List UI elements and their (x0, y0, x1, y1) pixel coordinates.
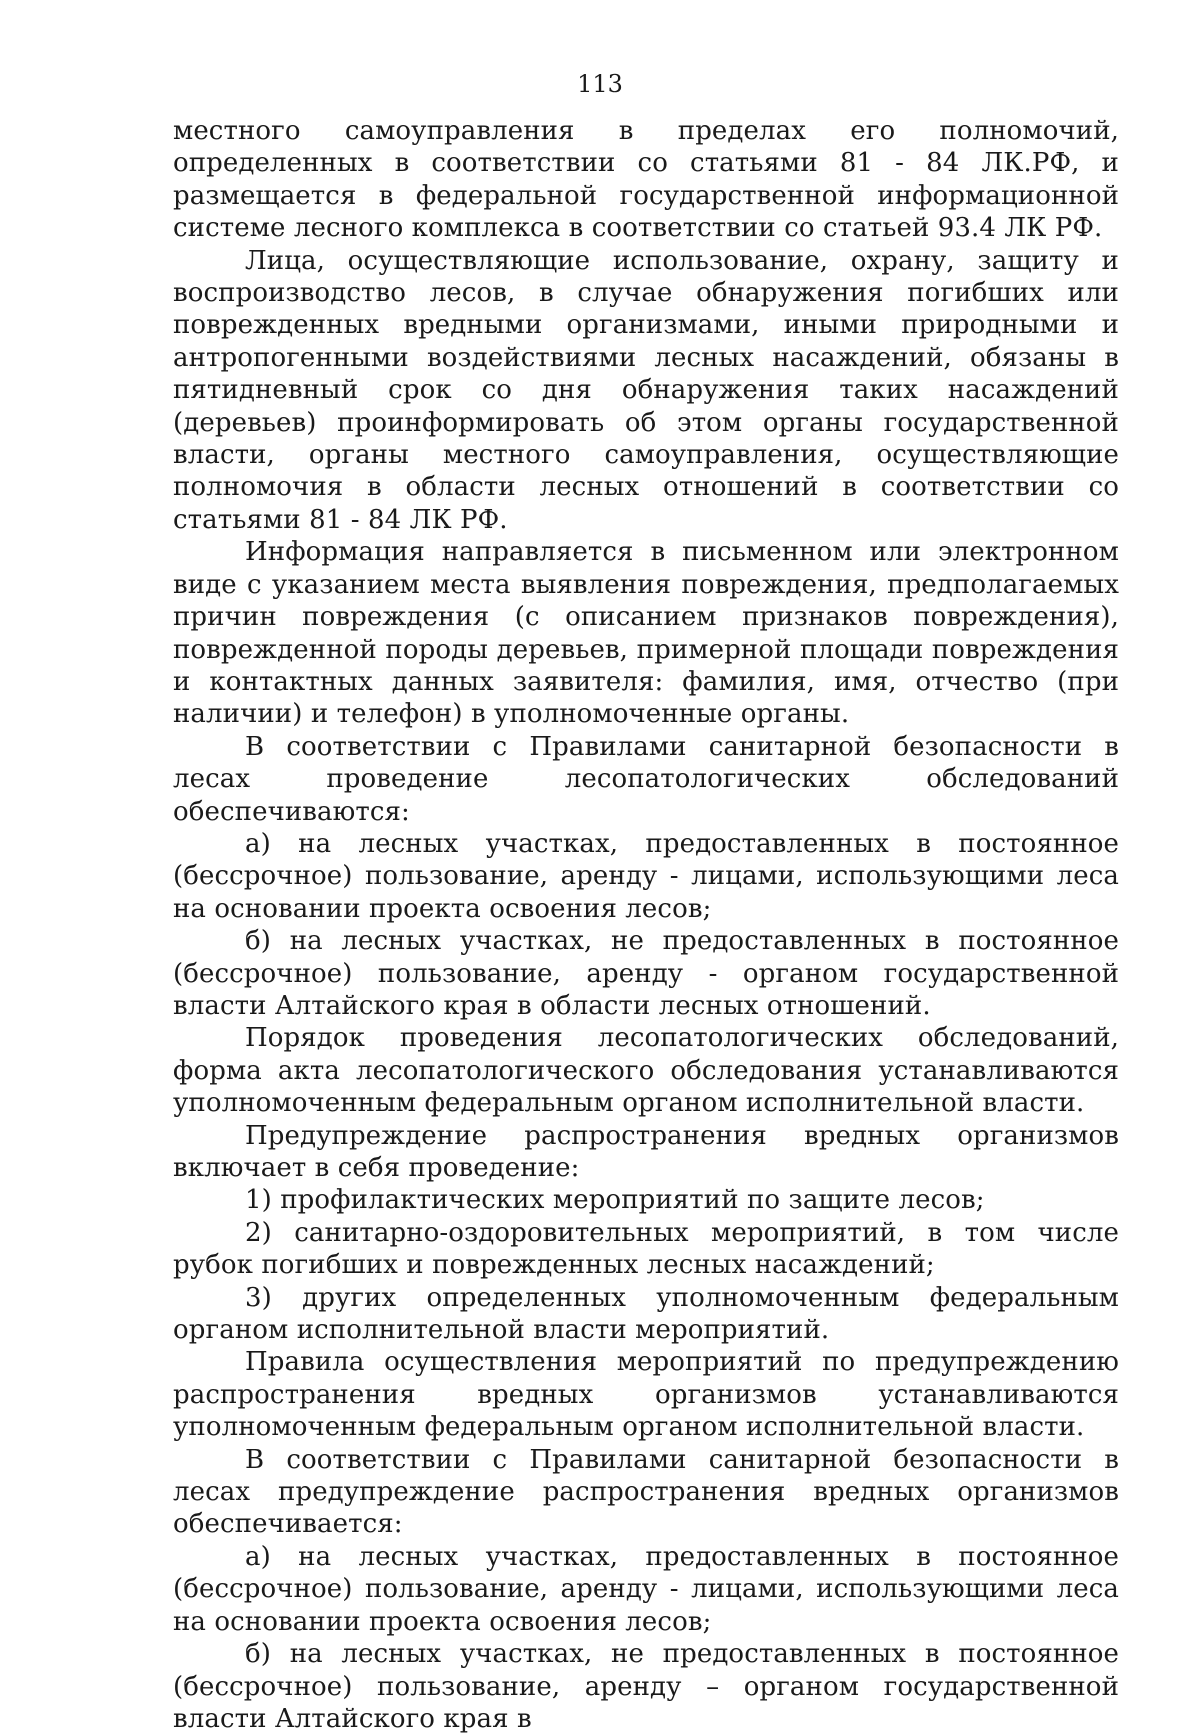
paragraph: В соответствии с Правилами санитарной безопасности в лесах проведение лесопатологических обследований обеспечиваются: (173, 731, 1119, 827)
list-item: а) на лесных участках, предоставленных в постоянное (бессрочное) пользование, аренду - лицами, использующими леса на основании проекта освоения лесов; (173, 828, 1119, 924)
list-item: б) на лесных участках, не предоставленных в постоянное (бессрочное) пользование, аренду - органом государственной власти Алтайского края в области лесных отношений. (173, 926, 1119, 1021)
document-body (173, 115, 1119, 1735)
page-number: 113 (577, 70, 623, 98)
paragraph: В соответствии с Правилами санитарной безопасности в лесах предупреждение распространения вредных организмов обеспечивается: (173, 1444, 1119, 1540)
list-item: 1) профилактических мероприятий по защите лесов; (245, 1185, 985, 1216)
list-item: 2) санитарно-оздоровительных мероприятий, в том числе рубок погибших и поврежденных лесных насаждений; (173, 1217, 1119, 1281)
list-item: б) на лесных участках, не предоставленных в постоянное (бессрочное) пользование, аренду – органом государственной власти Алтайского края в (173, 1639, 1119, 1734)
list-item: 3) других определенных уполномоченным федеральным органом исполнительной власти мероприятий. (173, 1282, 1119, 1346)
paragraph: Правила осуществления мероприятий по предупреждению распространения вредных организмов устанавливаются уполномоченным федеральным органом исполнительной власти. (173, 1347, 1119, 1443)
paragraph: Предупреждение распространения вредных организмов включает в себя проведение: (173, 1120, 1119, 1183)
paragraph: Порядок проведения лесопатологических обследований, форма акта лесопатологического обследования устанавливаются уполномоченным федеральным органом исполнительной власти. (173, 1023, 1119, 1119)
paragraph: Лица, осуществляющие использование, охрану, защиту и воспроизводство лесов, в случае обнаружения погибших или поврежденных вредными организмами, иными природными и антропогенными воздействиями лесных насаждений, обязаны в пятидневный срок со дня обнаружения таких насаждений (деревьев) проинформировать об этом органы государственной власти, органы местного самоуправления, осуществляющие полномочия в области лесных отношений в соответствии со статьями 81 - 84 ЛК РФ. (173, 245, 1119, 535)
paragraph: Информация направляется в письменном или электронном виде с указанием места выявления повреждения, предполагаемых причин повреждения (с описанием признаков повреждения), поврежденной породы деревьев, примерной площади повреждения и контактных данных заявителя: фамилия, имя, отчество (при наличии) и телефон) в уполномоченные органы. (173, 537, 1119, 730)
paragraph: местного самоуправления в пределах его полномочий, определенных в соответствии со статьями 81 - 84 ЛК.РФ, и размещается в федеральной государственной информационной системе лесного комплекса в соответствии со статьей 93.4 ЛК РФ. (173, 116, 1119, 244)
list-item: а) на лесных участках, предоставленных в постоянное (бессрочное) пользование, аренду - лицами, использующими леса на основании проекта освоения лесов; (173, 1541, 1119, 1637)
